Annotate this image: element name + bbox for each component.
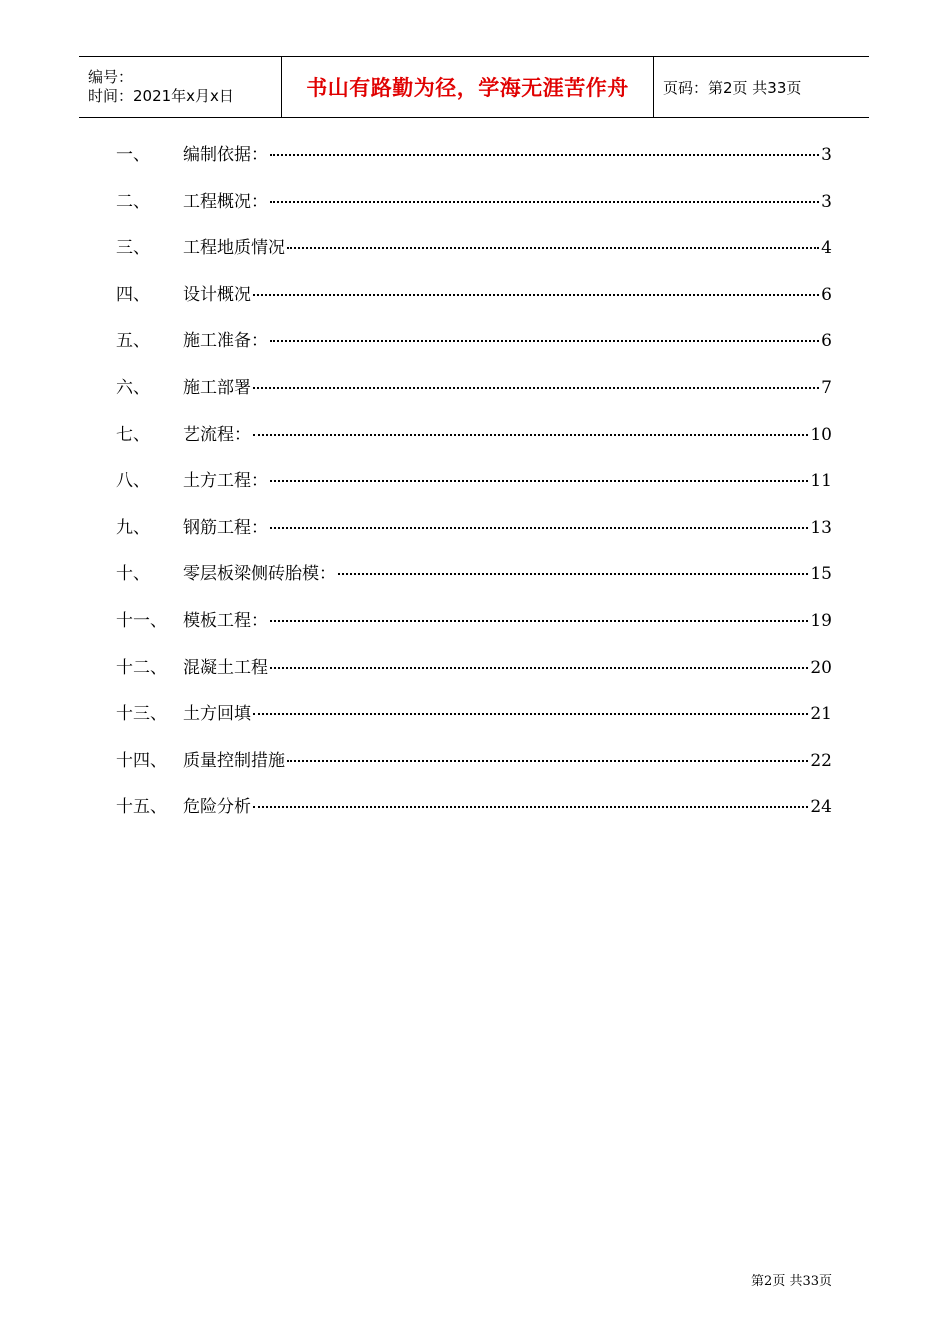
toc-leader-dots <box>287 247 819 249</box>
toc-entry[interactable] <box>116 653 832 700</box>
toc-leader-dots <box>253 434 808 436</box>
toc-entry-number: 十五、 <box>116 797 167 818</box>
toc-entry-page: 20 <box>810 657 832 678</box>
toc-entry[interactable] <box>116 746 832 793</box>
toc-entry-number: 九、 <box>116 517 150 538</box>
toc-entry-number: 十二、 <box>116 657 167 678</box>
toc-entry-number: 十一、 <box>116 610 167 631</box>
toc-entry-page: 24 <box>810 797 832 818</box>
toc-leader-dots <box>253 294 819 296</box>
toc-entry-number: 四、 <box>116 284 150 305</box>
toc-entry-page: 21 <box>810 704 832 725</box>
toc-entry-title: 危险分析 <box>183 797 251 818</box>
toc-entry-page: 11 <box>810 471 832 492</box>
toc-entry-title: 混凝土工程 <box>183 657 268 678</box>
toc-entry[interactable] <box>116 233 832 280</box>
header-center <box>281 57 654 117</box>
document-number-label: 编号： <box>88 68 134 86</box>
toc-entry-number: 八、 <box>116 471 150 492</box>
toc-entry-page: 6 <box>821 284 832 305</box>
toc-entry-page: 7 <box>821 377 832 398</box>
toc-entry[interactable] <box>116 187 832 234</box>
toc-entry[interactable] <box>116 792 832 839</box>
page-header <box>79 56 869 118</box>
toc-entry[interactable] <box>116 373 832 420</box>
toc-entry-page: 3 <box>821 145 832 165</box>
toc-entry[interactable] <box>116 140 832 187</box>
toc-entry-title: 零层板梁侧砖胎模： <box>183 564 336 585</box>
toc-entry-title: 土方回填 <box>183 704 251 725</box>
toc-leader-dots <box>270 480 808 482</box>
toc-entry-page: 4 <box>821 238 832 259</box>
toc-leader-dots <box>270 154 819 156</box>
toc-entry-title: 工程地质情况 <box>183 238 285 259</box>
toc-leader-dots <box>287 760 808 762</box>
toc-leader-dots <box>270 340 819 342</box>
toc-leader-dots <box>270 667 808 669</box>
toc-entry[interactable] <box>116 420 832 467</box>
toc-leader-dots <box>338 573 808 575</box>
toc-leader-dots <box>253 806 808 808</box>
toc-entry[interactable] <box>116 699 832 746</box>
toc-leader-dots <box>253 387 819 389</box>
toc-entry-title: 模板工程： <box>183 610 268 631</box>
toc-entry-number: 五、 <box>116 331 150 352</box>
toc-leader-dots <box>270 527 808 529</box>
toc-entry-page: 13 <box>810 517 832 538</box>
toc-entry-title: 工程概况： <box>183 191 268 212</box>
toc-entry-page: 3 <box>821 191 832 212</box>
toc-entry-page: 6 <box>821 331 832 352</box>
header-page-info: 页码：第2页 共33页 <box>663 78 802 97</box>
toc-leader-dots <box>270 620 808 622</box>
header-motto: 书山有路勤为径，学海无涯苦作舟 <box>306 76 629 100</box>
toc-leader-dots <box>253 713 808 715</box>
toc-entry-number: 十四、 <box>116 750 167 771</box>
toc-leader-dots <box>270 201 819 203</box>
toc-entry-number: 十三、 <box>116 704 167 725</box>
toc-entry[interactable] <box>116 559 832 606</box>
toc-entry-title: 编制依据： <box>183 145 268 165</box>
toc-entry-number: 十、 <box>116 564 150 585</box>
toc-entry-title: 施工准备： <box>183 331 268 352</box>
toc-entry-page: 10 <box>810 424 832 445</box>
header-right <box>654 57 869 117</box>
toc-entry-title: 施工部署 <box>183 377 251 398</box>
document-time: 时间：2021年x月x日 <box>88 87 234 105</box>
toc-entry-number: 六、 <box>116 377 150 398</box>
toc-entry-number: 七、 <box>116 424 150 445</box>
toc-entry-page: 15 <box>810 564 832 585</box>
toc-entry-page: 19 <box>810 610 832 631</box>
toc-entry-page: 22 <box>810 750 832 771</box>
toc-entry[interactable] <box>116 280 832 327</box>
toc-entry-number: 三、 <box>116 238 150 259</box>
toc-entry-title: 土方工程： <box>183 471 268 492</box>
toc-entry-title: 质量控制措施 <box>183 750 285 771</box>
toc-entry[interactable] <box>116 513 832 560</box>
toc-entry-title: 艺流程： <box>183 424 251 445</box>
toc-entry[interactable] <box>116 466 832 513</box>
table-of-contents <box>116 140 832 839</box>
toc-entry-number: 一、 <box>116 145 150 165</box>
header-left <box>79 57 281 117</box>
toc-entry[interactable] <box>116 326 832 373</box>
toc-entry[interactable] <box>116 606 832 653</box>
toc-entry-title: 设计概况 <box>183 284 251 305</box>
toc-entry-number: 二、 <box>116 191 150 212</box>
page-footer: 第2页 共33页 <box>751 1274 832 1289</box>
toc-entry-title: 钢筋工程： <box>183 517 268 538</box>
